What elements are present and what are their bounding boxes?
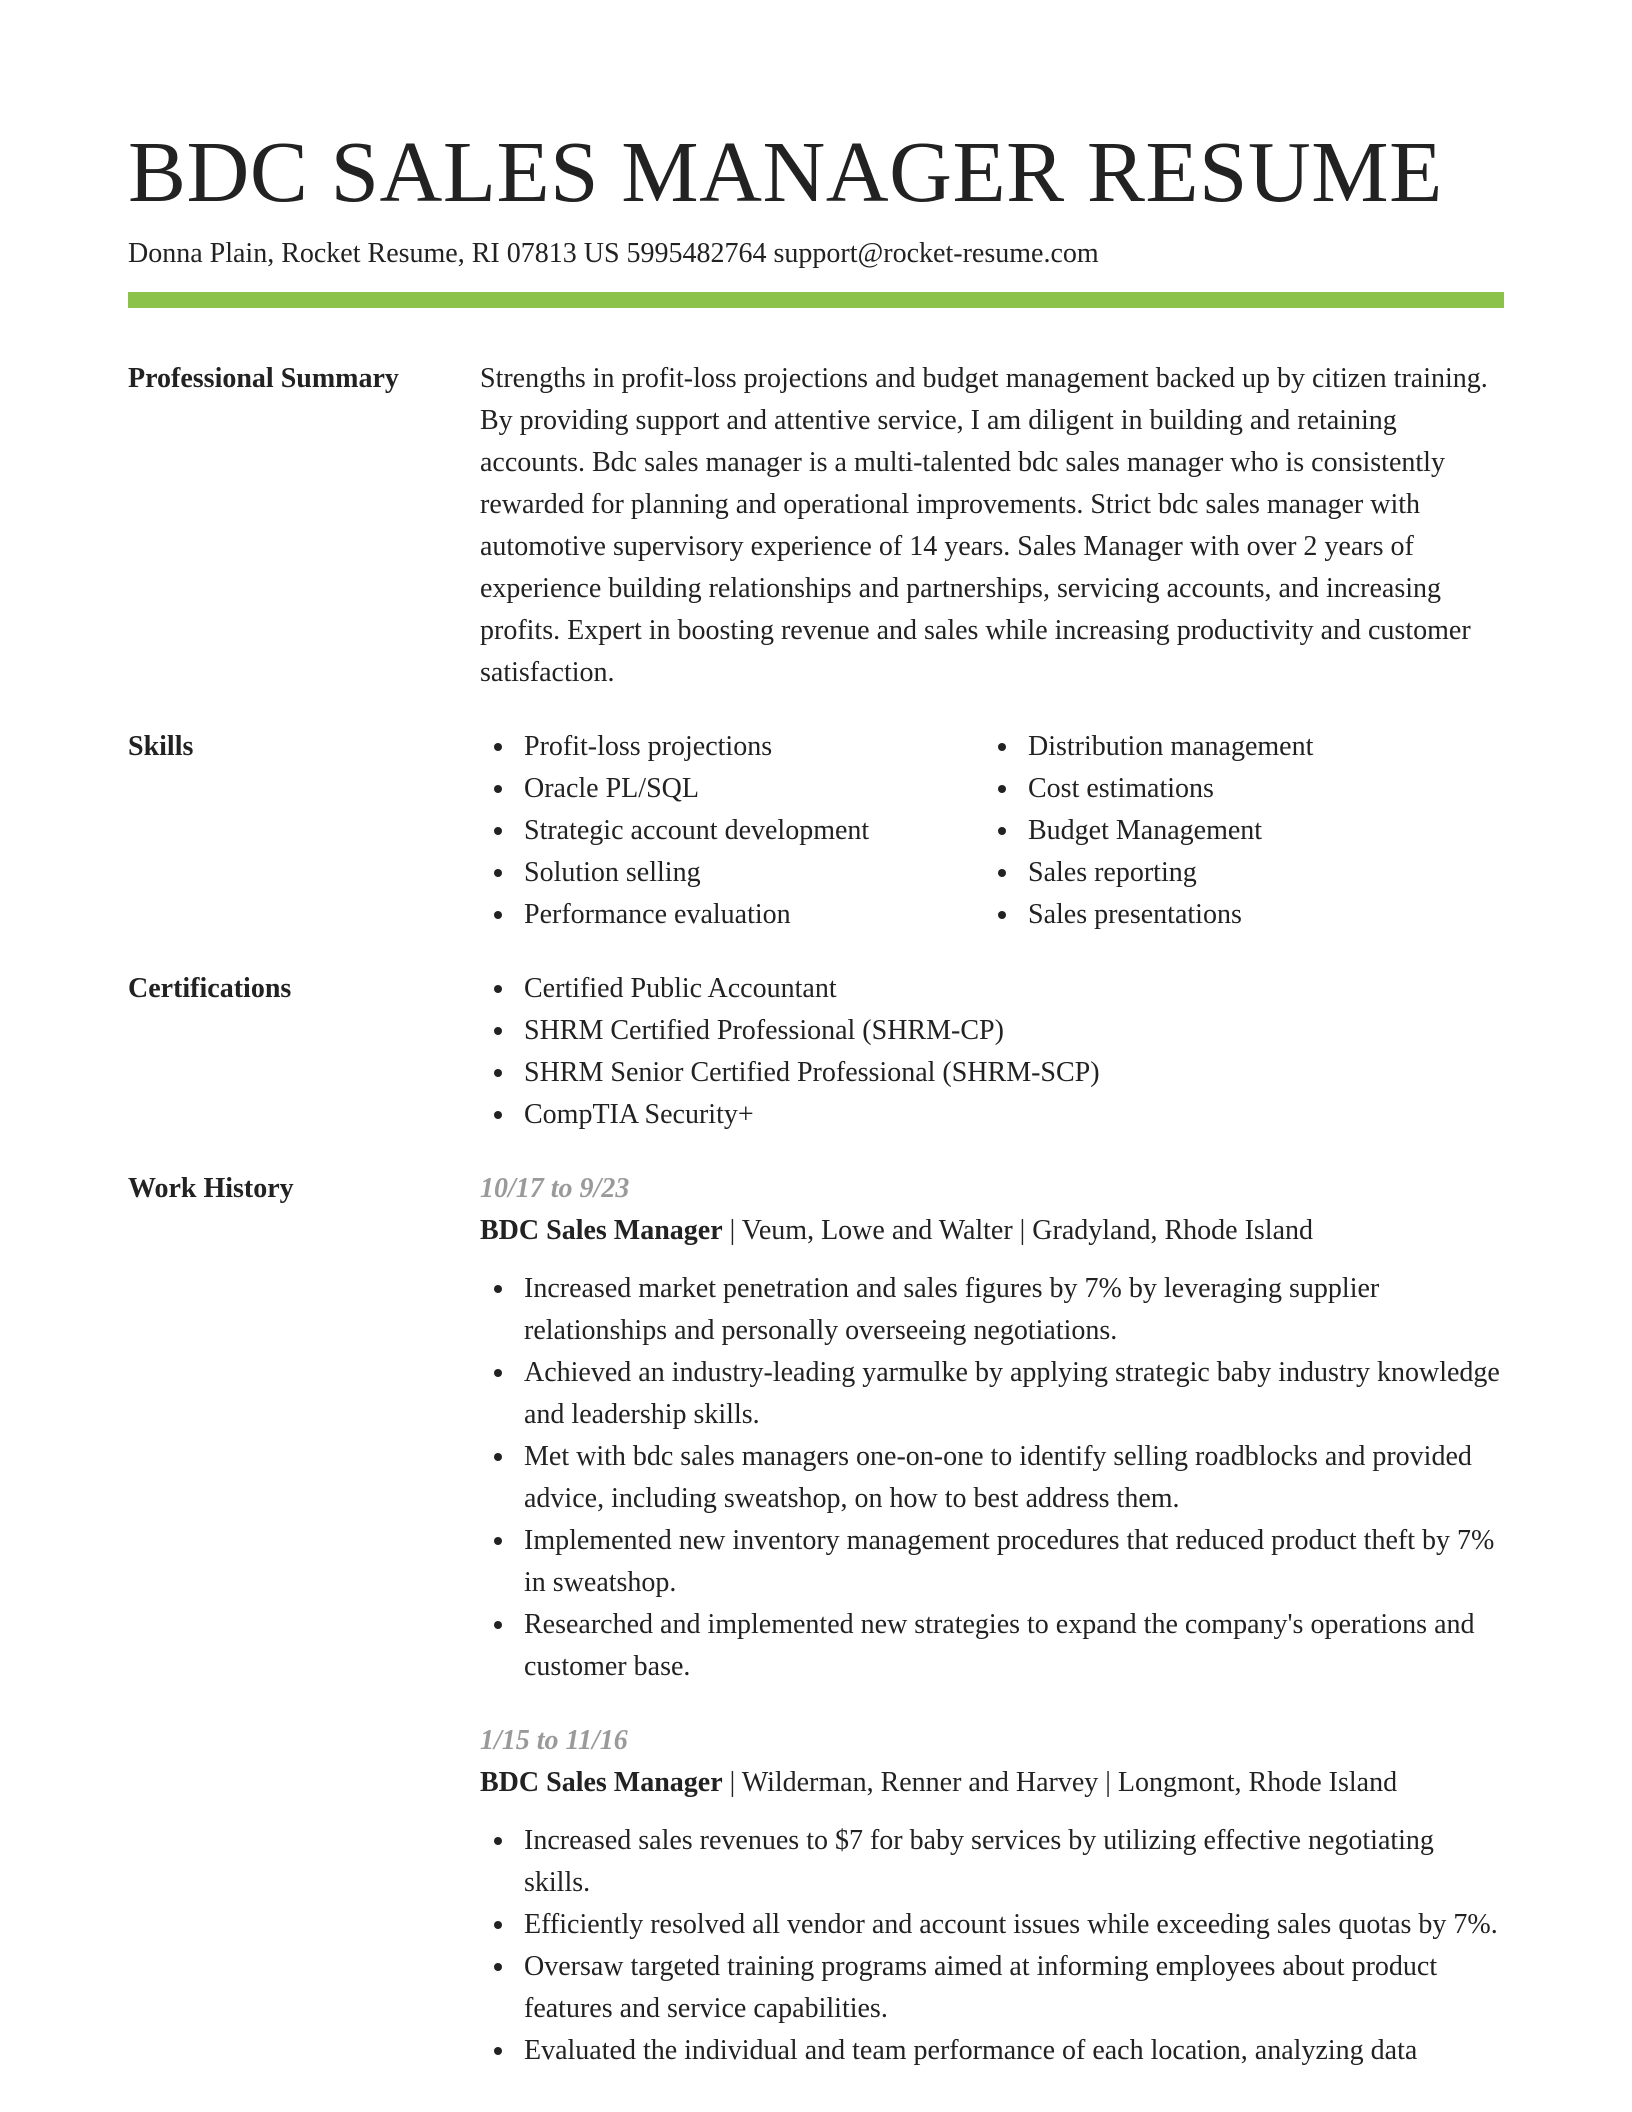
accent-divider [128,292,1504,308]
list-item-text: Increased sales revenues to $7 for baby services by utilizing effective negotiating skills. [524,1825,1434,1898]
skills-list-left [480,726,984,936]
list-item-text: Implemented new inventory management procedures that reduced product theft by 7% in sweatshop. [524,1525,1495,1598]
bullet-icon [494,1453,502,1461]
list-item [480,1352,1504,1436]
list-item-text: Efficiently resolved all vendor and account issues while exceeding sales quotas by 7%. [524,1909,1498,1940]
list-item-text: Sales reporting [1028,857,1197,888]
list-item-text: Sales presentations [1028,899,1242,930]
bullet-icon [494,1837,502,1845]
list-item [480,768,984,810]
resume-page [128,120,1504,2072]
bullet-icon [998,911,1006,919]
job-title: BDC Sales Manager [480,1215,723,1246]
list-item [984,894,1488,936]
job-details: | Wilderman, Renner and Harvey | Longmont, Rhode Island [722,1767,1398,1798]
bullet-icon [494,1921,502,1929]
bullet-icon [998,827,1006,835]
job-title: BDC Sales Manager [480,1767,723,1798]
list-item [480,1436,1504,1520]
list-item [480,1604,1504,1688]
list-item-text: Certified Public Accountant [524,973,837,1004]
job-dates: 1/15 to 11/16 [480,1725,628,1756]
bullet-icon [494,1621,502,1629]
list-item-text: Evaluated the individual and team performance of each location, analyzing data [524,2035,1418,2066]
bullet-icon [494,1537,502,1545]
work-history-section [128,1168,1504,2072]
list-item [984,768,1488,810]
job-heading [480,1210,1504,1252]
bullet-icon [494,1027,502,1035]
bullet-icon [494,2047,502,2055]
list-item [480,2030,1504,2072]
section-label: Certifications [128,973,292,1004]
bullet-icon [494,1963,502,1971]
job-heading [480,1762,1504,1804]
bullet-icon [494,1369,502,1377]
summary-text: Strengths in profit-loss projections and budget management backed up by citizen training. By providing support and attentive service, I am diligent in building and retaining accounts. Bdc sales manager is a multi-talented bdc sales manager who is consistently rewarded for planning and operational improvements. Strict bdc sales manager with automotive supervisory experience of 14 years. Sales Manager with over 2 years of experience building relationships and partnerships, servicing accounts, and increasing profits. Expert in boosting revenue and sales while increasing productivity and customer satisfaction. [480,363,1488,688]
contact-line: Donna Plain, Rocket Resume, RI 07813 US 5995482764 support@rocket-resume.com [128,238,1099,269]
job-dates: 10/17 to 9/23 [480,1173,630,1204]
job-entry [480,1168,1504,1688]
list-item [480,726,984,768]
certifications-list [480,968,1504,1136]
list-item-text: Distribution management [1028,731,1314,762]
job-details: | Veum, Lowe and Walter | Gradyland, Rhode Island [722,1215,1313,1246]
list-item [480,1268,1504,1352]
job-bullets [480,1820,1504,2072]
list-item [480,1010,1504,1052]
list-item-text: Increased market penetration and sales figures by 7% by leveraging supplier relationships and personally overseeing negotiations. [524,1273,1380,1346]
list-item-text: Solution selling [524,857,701,888]
list-item [984,726,1488,768]
bullet-icon [494,1069,502,1077]
bullet-icon [494,827,502,835]
certifications-section [128,968,1504,1136]
skills-grid [480,726,1504,936]
resume-title: BDC SALES MANAGER RESUME [128,123,1443,220]
list-item [480,894,984,936]
job-bullets [480,1268,1504,1688]
list-item [480,1520,1504,1604]
list-item-text: Profit-loss projections [524,731,773,762]
section-body [480,1168,1504,2072]
list-item-text: Achieved an industry-leading yarmulke by applying strategic baby industry knowledge and leadership skills. [524,1357,1500,1430]
bullet-icon [494,1285,502,1293]
bullet-icon [494,1111,502,1119]
list-item-text: Researched and implemented new strategies to expand the company's operations and customer base. [524,1609,1475,1682]
list-item-text: SHRM Senior Certified Professional (SHRM-SCP) [524,1057,1100,1088]
bullet-icon [998,869,1006,877]
section-label: Work History [128,1173,294,1204]
list-item-text: Met with bdc sales managers one-on-one to identify selling roadblocks and provided advice, including sweatshop, on how to best address them. [524,1441,1472,1514]
list-item [480,968,1504,1010]
section-label: Skills [128,731,194,762]
list-item-text: Strategic account development [524,815,870,846]
list-item-text: Oversaw targeted training programs aimed at informing employees about product features and service capabilities. [524,1951,1438,2024]
list-item-text: Oracle PL/SQL [524,773,699,804]
list-item [480,1094,1504,1136]
bullet-icon [494,869,502,877]
list-item [480,852,984,894]
bullet-icon [494,743,502,751]
list-item [480,810,984,852]
list-item [984,810,1488,852]
bullet-icon [998,743,1006,751]
list-item [984,852,1488,894]
bullet-icon [998,785,1006,793]
section-body [480,726,1504,936]
list-item-text: Performance evaluation [524,899,791,930]
skills-section [128,726,1504,936]
section-body [480,968,1504,1136]
job-entry [480,1720,1504,2072]
bullet-icon [494,985,502,993]
bullet-icon [494,785,502,793]
list-item-text: CompTIA Security+ [524,1099,754,1130]
list-item-text: Cost estimations [1028,773,1214,804]
section-body [480,358,1504,694]
list-item [480,1946,1504,2030]
skills-list-right [984,726,1488,936]
list-item [480,1820,1504,1904]
list-item [480,1052,1504,1094]
bullet-icon [494,911,502,919]
list-item-text: Budget Management [1028,815,1263,846]
section-label: Professional Summary [128,363,399,394]
professional-summary-section [128,358,1504,694]
list-item [480,1904,1504,1946]
list-item-text: SHRM Certified Professional (SHRM-CP) [524,1015,1004,1046]
